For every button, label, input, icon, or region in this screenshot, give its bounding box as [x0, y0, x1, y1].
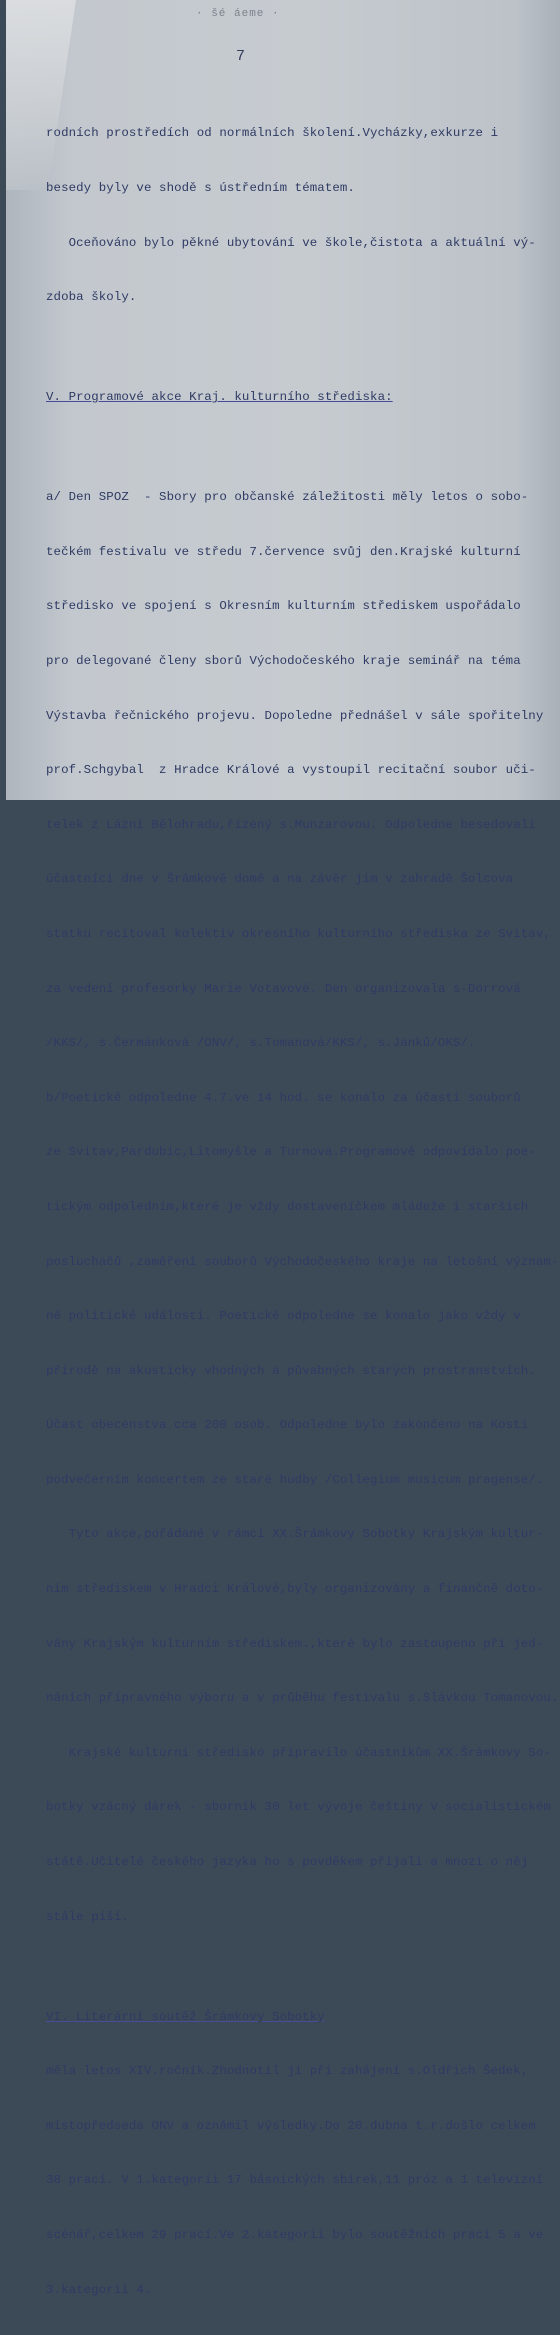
- text-line: a/ Den SPOZ - Sbory pro občanské záležitosti měly letos o sobo-: [46, 490, 529, 505]
- section-vi-heading: VI. Literární soutěž Šrámkovy Sobotky: [46, 2009, 325, 2024]
- text-line: ním střediskem v Hradci Králové,byly organizovány a finančně doto-: [46, 1582, 544, 1597]
- text-line: státě.Učitelé českého jazyka ho s povděkem přijali a mnozí o něj: [46, 1855, 529, 1870]
- text-line: posluchačů ,zaměření souborů Východočeského kraje na letošní význam-: [46, 1254, 559, 1269]
- text-line: 3.kategorii 4.: [46, 2282, 152, 2297]
- text-line: Výstavba řečnického projevu. Dopoledne přednášel v sále spořitelny: [46, 708, 544, 723]
- text-line: středisko ve spojení s Okresním kulturním střediskem uspořádalo: [46, 599, 521, 614]
- text-line: vány Krajským kulturním střediskem.,které bylo zastoupeno při jed-: [46, 1636, 544, 1651]
- text-line: pro delegované členy sborů Východočeského kraje seminář na téma: [46, 653, 521, 668]
- section-gap: [46, 443, 546, 452]
- text-line: b/Poetické odpoledne 4.7.ve 14 hod. se konalo za účasti souborů: [46, 1090, 521, 1105]
- text-line: tečkém festivalu ve středu 7.července svůj den.Krajské kulturní: [46, 544, 521, 559]
- text-line: za vedení profesorky Marie Votavové. Den organizovala s-Dörrová: [46, 981, 521, 996]
- text-line: besedy byly ve shodě s ústředním tématem.: [46, 181, 355, 195]
- header-mark: · šé áeme ·: [196, 8, 280, 20]
- page-number: 7: [236, 48, 246, 65]
- text-line: né politické události. Poetické odpoledne se konalo jako vždy v: [46, 1309, 521, 1324]
- text-line: 38 prací. V 1.kategorii 17 básnických sbírek,11 próz a 1 televizní: [46, 2173, 544, 2188]
- section-gap: [46, 343, 546, 352]
- document-body: [46, 88, 559, 2335]
- text-line: Krajské kulturní středisko připravilo účastníkům XX.Šrámkovy So-: [46, 1745, 551, 1760]
- text-line: Tyto akce,pořádané v rámci XX.Šrámkovy Sobotky Krajským kultur-: [46, 1527, 544, 1542]
- text-line: měla letos XIV.ročník.Zhodnotil ji při zahájení s.Oldřich Šedek,: [46, 2064, 529, 2079]
- text-line: tickým odpoledním,které je vždy dostaveníčkem mládeže i starších: [46, 1199, 529, 1214]
- text-line: rodních prostředích od normálních školení.Vycházky,exkurze i: [46, 126, 499, 141]
- document-page: [6, 0, 560, 2297]
- text-line: účastníci dne v Šrámkově domě a na závěr jim v zahradě Šolcova: [46, 872, 514, 887]
- text-line: telek z Lázní Bělohradu,řízený s.Munzarovou. Odpoledne besedovali: [46, 817, 536, 832]
- text-line: scénář,celkem 29 prací.Ve 2.kategorii bylo soutěžních prací 5 a ve: [46, 2228, 544, 2242]
- section-v-heading: V. Programové akce Kraj. kulturního střediska:: [46, 390, 393, 405]
- text-line: přírodě na akusticky vhodných a půvabných starých prostranstvích.: [46, 1363, 536, 1378]
- text-line: Účast obecenstva cca 200 osob. Odpoledne bylo zakončeno na Kosti: [46, 1418, 529, 1433]
- text-line: podvečerním koncertem ze staré hudby /Collegium musicum pragense/.: [46, 1472, 544, 1487]
- text-line: místopředseda ONV a oznámil výsledky.Do 20.dubna t.r.došlo celkem: [46, 2118, 536, 2133]
- section-gap: [46, 1962, 546, 1971]
- text-line: ze Svitav,Pardubic,Litomyšle a Turnova.Programově odpovídalo poe-: [46, 1145, 536, 1160]
- text-line: stále píší.: [46, 1909, 129, 1924]
- text-line: zdoba školy.: [46, 290, 137, 305]
- text-line: statku recitoval kolektiv okresního kulturního střediska ze Svitav,: [46, 926, 551, 941]
- text-line: Oceňováno bylo pěkné ubytování ve škole,čistota a aktuální vý-: [46, 235, 536, 250]
- text-line: prof.Schgybal z Hradce Králové a vystoupil recitační soubor uči-: [46, 763, 536, 778]
- text-line: /KKS/, s.Čermánková /ONV/, s.Tomanová/KKS/, s.Janků/OKS/.: [46, 1036, 476, 1051]
- text-line: botky vzácný dárek - sborník 30 let vývoje češtiny v socialistickém: [46, 1800, 551, 1815]
- text-line: náních přípravného výboru a v průběhu festivalu s.Slávkou Tomanovou.: [46, 1691, 559, 1706]
